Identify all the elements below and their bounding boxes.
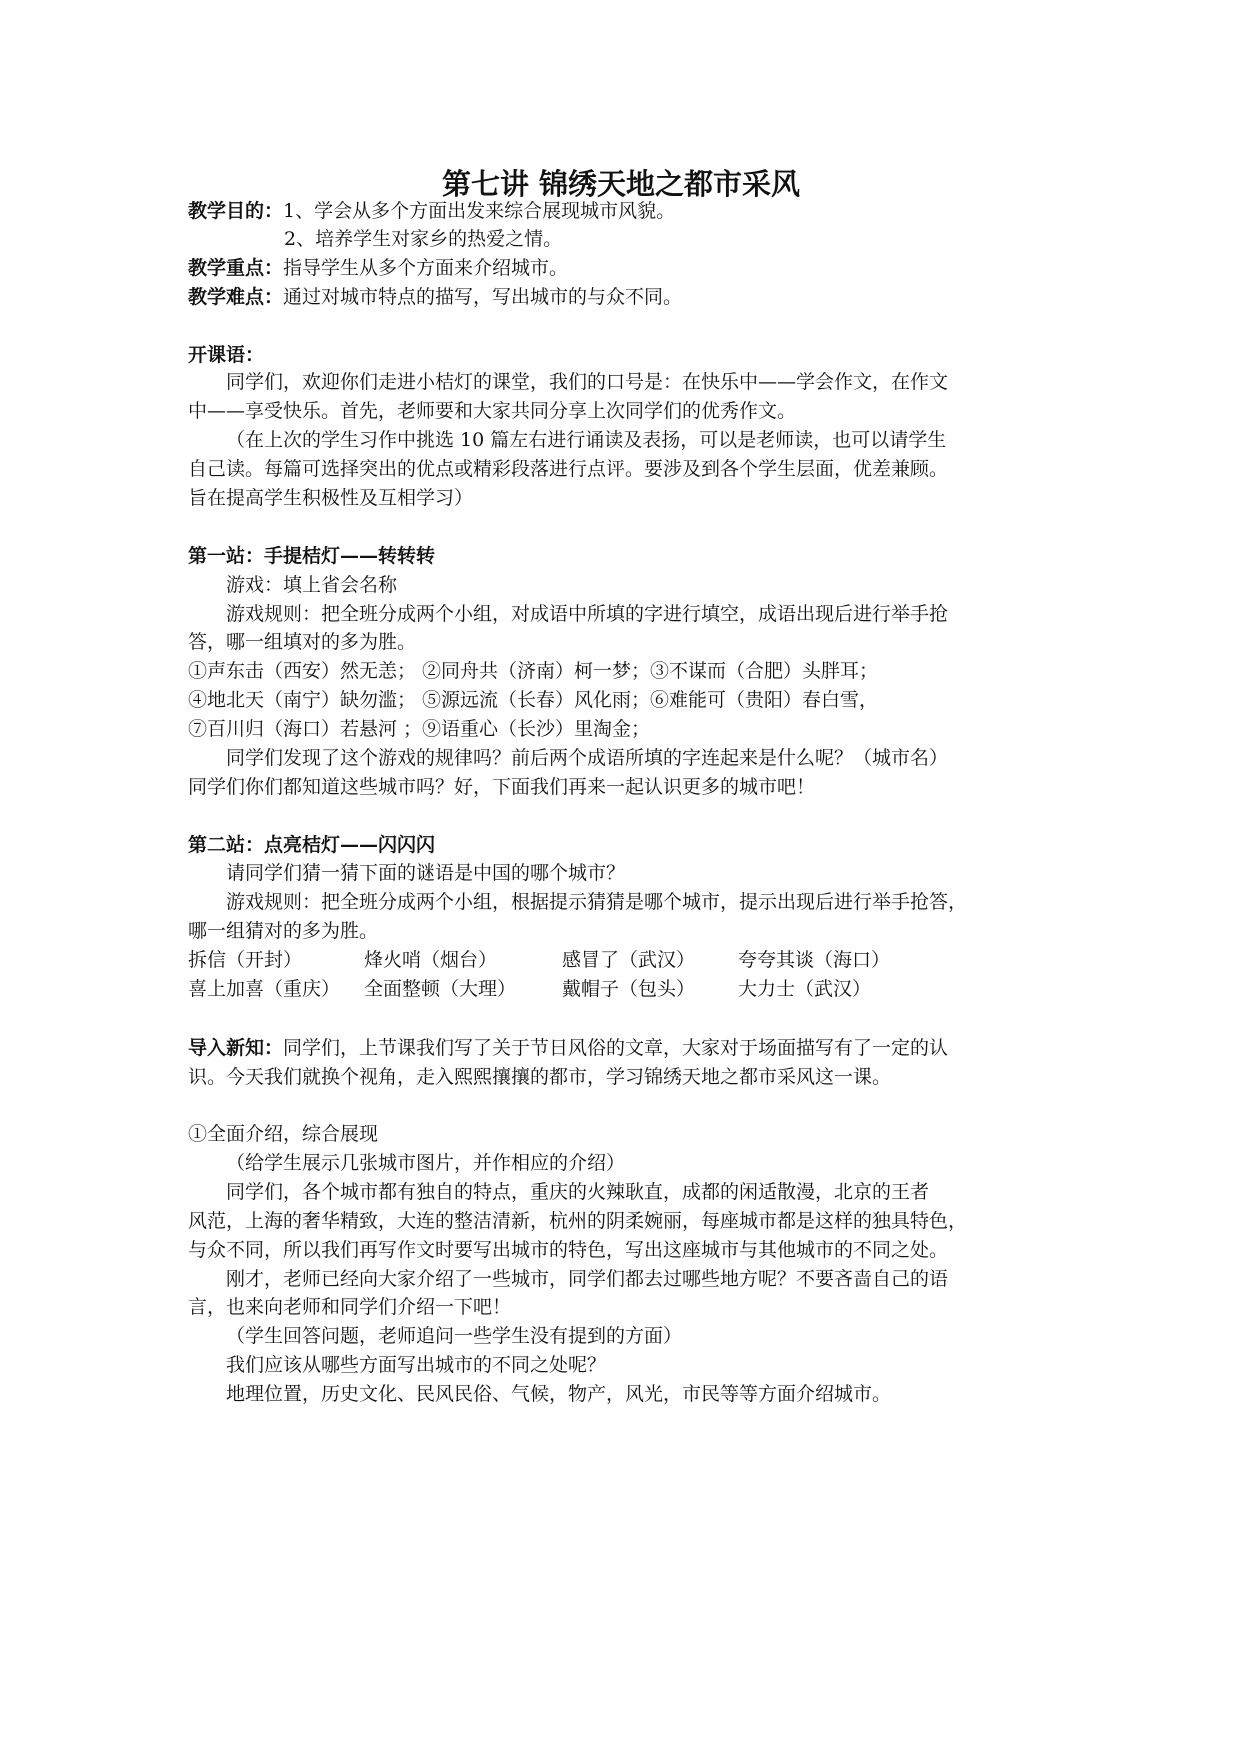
riddle-item: 烽火哨（烟台）	[364, 949, 498, 971]
section1-question: 我们应该从哪些方面写出城市的不同之处呢？	[226, 1354, 607, 1376]
riddles-row-1	[188, 945, 890, 975]
station2-heading: 第二站：点亮桔灯——闪闪闪	[188, 834, 436, 856]
opening-p1-line-2: 中——享受快乐。首先，老师要和大家共同分享上次同学们的优秀作文。	[188, 400, 797, 422]
station1-rule-line-1: 游戏规则：把全班分成两个小组，对成语中所填的字进行填空，成语出现后进行举手抢	[226, 603, 949, 625]
page-title: 第七讲 锦绣天地之都市采风	[441, 167, 801, 201]
section1-heading: ①全面介绍，综合展现	[188, 1123, 379, 1145]
opening-p2-line-3: 旨在提高学生积极性及互相学习）	[188, 487, 474, 509]
riddle-item: 大力士（武汉）	[738, 978, 872, 1000]
objective-item-2: 2、培养学生对家乡的热爱之情。	[284, 228, 563, 250]
difficulty-label: 教学难点：	[188, 286, 284, 308]
station1-game: 游戏：填上省会名称	[226, 574, 398, 596]
riddle-item: 拆信（开封）	[188, 949, 303, 971]
riddle-item: 夸夸其谈（海口）	[738, 949, 891, 971]
intro-new-line-2: 识。今天我们就换个视角，走入熙熙攘攘的都市，学习锦绣天地之都市采风这一课。	[188, 1066, 892, 1088]
section1-note: （给学生展示几张城市图片，并作相应的介绍）	[226, 1152, 626, 1174]
riddles-row-2	[188, 974, 871, 1004]
opening-p1-line-1: 同学们，欢迎你们走进小桔灯的课堂，我们的口号是：在快乐中——学会作文，在作文	[226, 371, 949, 393]
station1-idioms-line-2: ④地北天（南宁）缺勿滥； ⑤源远流（长春）风化雨；⑥难能可（贵阳）春白雪，	[188, 689, 879, 711]
intro-new-text: 同学们，上节课我们写了关于节日风俗的文章，大家对于场面描写有了一定的认	[283, 1037, 949, 1059]
objectives-label: 教学目的：	[188, 200, 284, 222]
intro-new-label: 导入新知：	[188, 1037, 284, 1059]
station1-heading: 第一站：手提桔灯——转转转	[188, 545, 436, 567]
key-point-line	[188, 253, 568, 283]
objectives-line-1	[188, 196, 675, 226]
opening-p2-line-2: 自己读。每篇可选择突出的优点或精彩段落进行点评。要涉及到各个学生层面，优差兼顾。	[188, 458, 949, 480]
station2-rule-line-1: 游戏规则：把全班分成两个小组，根据提示猜猜是哪个城市，提示出现后进行举手抢答，	[226, 891, 968, 913]
section1-p2-line-1: 刚才，老师已经向大家介绍了一些城市，同学们都去过哪些地方呢？不要吝啬自己的语	[226, 1268, 949, 1290]
difficulty-text: 通过对城市特点的描写，写出城市的与众不同。	[283, 286, 683, 308]
key-point-label: 教学重点：	[188, 257, 284, 279]
riddle-item: 喜上加喜（重庆）	[188, 978, 341, 1000]
opening-p2-line-1: （在上次的学生习作中挑选 10 篇左右进行诵读及表扬，可以是老师读，也可以请学生	[226, 429, 947, 451]
station1-question-line-1: 同学们发现了这个游戏的规律吗？前后两个成语所填的字连起来是什么呢？（城市名）	[226, 747, 949, 769]
objective-item-1: 1、学会从多个方面出发来综合展现城市风貌。	[283, 200, 676, 222]
section1-p2-line-2: 言，也来向老师和同学们介绍一下吧！	[188, 1296, 512, 1318]
station2-rule-line-2: 哪一组猜对的多为胜。	[188, 920, 379, 942]
key-point-text: 指导学生从多个方面来介绍城市。	[283, 257, 569, 279]
riddle-item: 全面整顿（大理）	[364, 978, 517, 1000]
section1-answer: 地理位置，历史文化、民风民俗、气候，物产，风光，市民等等方面介绍城市。	[226, 1383, 892, 1405]
section1-note-2: （学生回答问题，老师追问一些学生没有提到的方面）	[226, 1325, 683, 1347]
section1-p1-line-1: 同学们，各个城市都有独自的特点，重庆的火辣耿直，成都的闲适散漫，北京的王者	[226, 1181, 930, 1203]
riddle-item: 感冒了（武汉）	[562, 949, 696, 971]
station1-question-line-2: 同学们你们都知道这些城市吗？好，下面我们再来一起认识更多的城市吧！	[188, 776, 816, 798]
station1-idioms-line-3: ⑦百川归（海口）若悬河 ；⑨语重心（长沙）里淘金；	[188, 718, 651, 740]
section1-p1-line-3: 与众不同，所以我们再写作文时要写出城市的特色，写出这座城市与其他城市的不同之处。	[188, 1239, 949, 1261]
intro-new-line-1	[188, 1033, 948, 1063]
opening-heading: 开课语：	[188, 344, 265, 366]
station1-idioms-line-1: ①声东击（西安）然无恙； ②同舟共（济南）柯一梦；③不谋而（合肥）头胖耳；	[188, 660, 879, 682]
station1-rule-line-2: 答，哪一组填对的多为胜。	[188, 631, 417, 653]
difficulty-line	[188, 282, 682, 312]
riddle-item: 戴帽子（包头）	[562, 978, 696, 1000]
section1-p1-line-2: 风范，上海的奢华精致，大连的整洁清新，杭州的阴柔婉丽，每座城市都是这样的独具特色，	[188, 1210, 968, 1232]
station2-intro: 请同学们猜一猜下面的谜语是中国的哪个城市？	[226, 862, 626, 884]
